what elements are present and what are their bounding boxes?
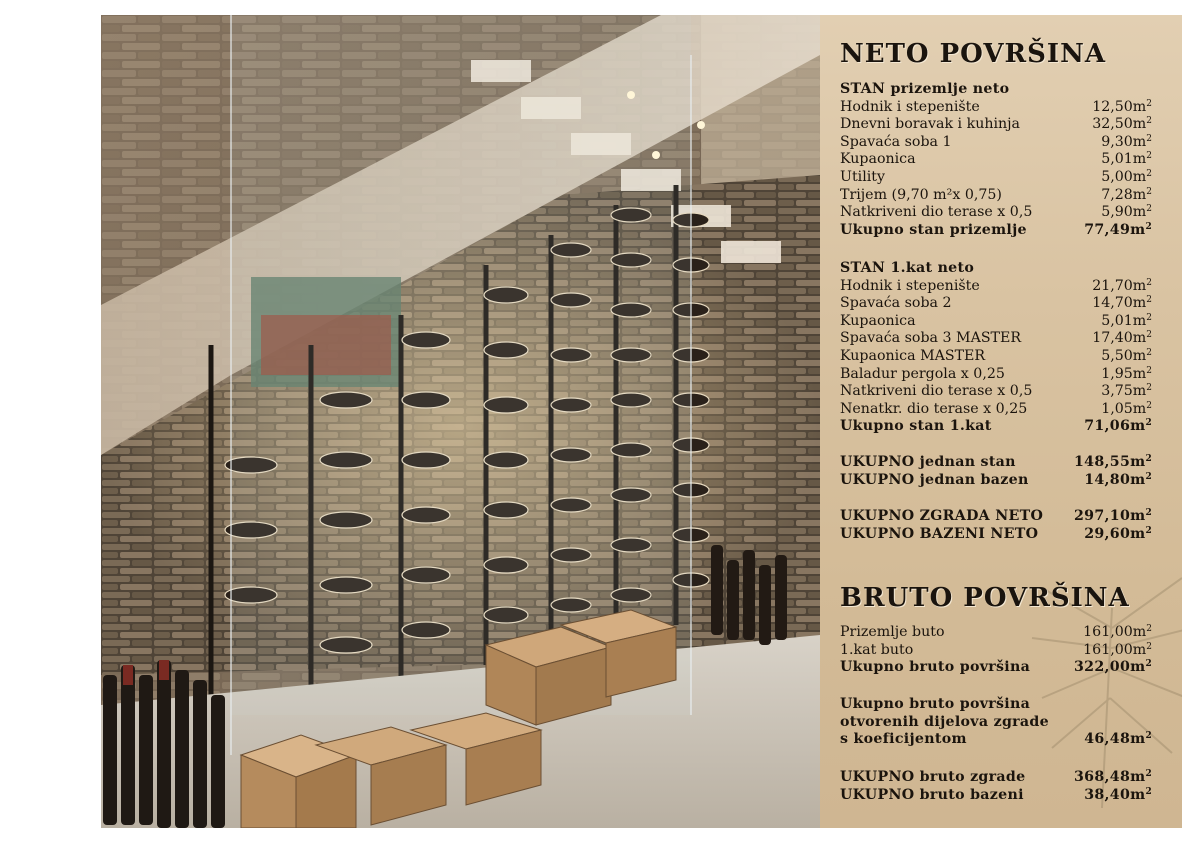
ground-room-row: Spavaća soba 1 $9,30m^2$ xyxy=(840,133,1152,150)
bruto-open-parts xyxy=(840,696,1160,749)
first-room-label: Kupaonica MASTER xyxy=(840,347,986,364)
first-room-value: 5,01m xyxy=(1101,312,1147,329)
ground-total-value: 77,49m xyxy=(1084,221,1146,238)
ground-floor-heading: STAN prizemlje neto xyxy=(840,81,1010,97)
first-room-row: Natkriveni dio terase x 0,5 $3,75m^2$ xyxy=(840,383,1152,400)
first-room-label: Hodnik i stepenište xyxy=(840,277,980,294)
first-room-value: 1,95m xyxy=(1101,365,1147,382)
first-room-value: 3,75m xyxy=(1101,383,1147,400)
first-room-value: 14,70m xyxy=(1092,295,1147,312)
ground-room-row: Natkriveni dio terase x 0,5 $5,90m^2$ xyxy=(840,204,1152,221)
ground-room-value: 32,50m xyxy=(1092,116,1147,133)
open-parts-line-2: otvorenih dijelova zgrade xyxy=(840,713,1049,730)
ground-room-label: Dnevni boravak i kuhinja xyxy=(840,116,1021,133)
bruto-floor-value: 161,00m xyxy=(1083,641,1147,658)
first-room-label: Spavaća soba 3 MASTER xyxy=(840,330,1022,347)
ground-room-label: Natkriveni dio terase x 0,5 xyxy=(840,204,1033,221)
bruto-floor-row: Prizemlje buto $161,00m^2$ xyxy=(840,624,1152,640)
unit-total-label: UKUPNO jednan bazen xyxy=(840,471,1029,488)
bruto-rows xyxy=(840,624,1160,659)
bruto-total-value: 322,00m xyxy=(1074,659,1146,676)
unit-total-value: 14,80m xyxy=(1084,471,1146,488)
first-floor-total: Ukupno stan 1.kat $71,06m^2$ xyxy=(840,418,1152,435)
unit-total-value: 148,55m xyxy=(1074,454,1146,470)
ground-room-label: Hodnik i stepenište xyxy=(840,98,980,115)
first-room-row: Nenatkr. dio terase x 0,25 $1,05m^2$ xyxy=(840,400,1152,417)
first-room-label: Baladur pergola x 0,25 xyxy=(840,365,1005,382)
bruto-floor-value: 161,00m xyxy=(1083,624,1147,640)
ground-room-value: 9,30m xyxy=(1101,133,1147,150)
bruto-final-value: 368,48m xyxy=(1074,769,1146,785)
building-total-row: UKUPNO ZGRADA NETO $297,10m^2$ xyxy=(840,508,1152,524)
unit-total-label: UKUPNO jednan stan xyxy=(840,454,1016,470)
first-floor-heading: STAN 1.kat neto xyxy=(840,260,975,276)
bruto-final-label: UKUPNO bruto bazeni xyxy=(840,786,1024,803)
open-parts-value: 46,48m xyxy=(1084,731,1146,748)
first-room-label: Kupaonica xyxy=(840,312,916,329)
first-room-value: 1,05m xyxy=(1101,400,1147,417)
ground-room-label: Kupaonica xyxy=(840,151,916,168)
building-total-row: UKUPNO BAZENI NETO $29,60m^2$ xyxy=(840,525,1152,542)
bruto-final-totals xyxy=(840,769,1160,804)
first-total-value: 71,06m xyxy=(1084,418,1146,435)
ground-floor-rows xyxy=(840,99,1160,222)
first-room-row: Hodnik i stepenište $21,70m^2$ xyxy=(840,277,1152,294)
first-room-row: Spavaća soba 3 MASTER $17,40m^2$ xyxy=(840,330,1152,347)
ground-room-row: Kupaonica $5,01m^2$ xyxy=(840,151,1152,168)
wine-cellar-photo xyxy=(101,15,820,828)
ground-floor-section xyxy=(840,81,1160,239)
building-total-value: 297,10m xyxy=(1074,508,1146,524)
ground-room-row: Hodnik i stepenište $12,50m^2$ xyxy=(840,98,1152,115)
first-room-row: Kupaonica MASTER $5,50m^2$ xyxy=(840,347,1152,364)
bruto-floor-label: Prizemlje buto xyxy=(840,624,945,640)
unit-total-row: UKUPNO jednan stan $148,55m^2$ xyxy=(840,454,1152,470)
bruto-floor-row: 1.kat buto $161,00m^2$ xyxy=(840,641,1152,658)
first-room-value: 21,70m xyxy=(1092,277,1147,294)
bruto-final-row: UKUPNO bruto zgrade $368,48m^2$ xyxy=(840,769,1152,785)
unit-totals xyxy=(840,454,1160,489)
bruto-floor-label: 1.kat buto xyxy=(840,641,914,658)
building-total-value: 29,60m xyxy=(1084,525,1146,542)
open-parts-line-1: Ukupno bruto površina xyxy=(840,696,1031,712)
unit-total-row: UKUPNO jednan bazen $14,80m^2$ xyxy=(840,471,1152,488)
bruto-final-row: UKUPNO bruto bazeni $38,40m^2$ xyxy=(840,786,1152,803)
first-room-label: Spavaća soba 2 xyxy=(840,295,952,312)
ground-room-value: 7,28m xyxy=(1101,186,1147,203)
bruto-area-title: BRUTO POVRŠINA xyxy=(840,583,1130,613)
first-room-value: 5,50m xyxy=(1101,347,1147,364)
ground-room-label: Utility xyxy=(840,168,885,185)
building-neto-totals xyxy=(840,508,1160,543)
ground-room-value: 5,90m xyxy=(1101,204,1147,221)
bruto-total: Ukupno bruto površina $322,00m^2$ xyxy=(840,659,1152,676)
bruto-total-label: Ukupno bruto površina xyxy=(840,659,1031,676)
first-floor-section xyxy=(840,260,1160,436)
first-room-value: 17,40m xyxy=(1092,330,1147,347)
first-room-row: Kupaonica $5,01m^2$ xyxy=(840,312,1152,329)
first-room-row: Spavaća soba 2 $14,70m^2$ xyxy=(840,295,1152,312)
building-total-label: UKUPNO ZGRADA NETO xyxy=(840,508,1044,524)
ground-room-row: Utility $5,00m^2$ xyxy=(840,168,1152,185)
ground-total-label: Ukupno stan prizemlje xyxy=(840,221,1027,238)
first-room-label: Natkriveni dio terase x 0,5 xyxy=(840,383,1033,400)
ground-room-value: 5,00m xyxy=(1101,168,1147,185)
ground-floor-total: Ukupno stan prizemlje $77,49m^2$ xyxy=(840,221,1152,238)
first-total-label: Ukupno stan 1.kat xyxy=(840,418,992,435)
first-floor-rows xyxy=(840,278,1160,419)
ground-room-row: Trijem (9,70 m²x 0,75) $7,28m^2$ xyxy=(840,186,1152,203)
open-parts-line-3: s koeficijentom xyxy=(840,731,967,748)
bruto-section xyxy=(840,624,1160,677)
neto-area-title: NETO POVRŠINA xyxy=(840,39,1107,69)
first-room-row: Baladur pergola x 0,25 $1,95m^2$ xyxy=(840,365,1152,382)
ground-room-label: Trijem (9,70 m²x 0,75) xyxy=(840,186,1002,203)
ground-room-value: 12,50m xyxy=(1092,98,1147,115)
ground-room-value: 5,01m xyxy=(1101,151,1147,168)
bruto-final-label: UKUPNO bruto zgrade xyxy=(840,769,1026,785)
area-info-panel xyxy=(820,15,1182,828)
ground-room-label: Spavaća soba 1 xyxy=(840,133,952,150)
bruto-final-value: 38,40m xyxy=(1084,786,1146,803)
ground-room-row: Dnevni boravak i kuhinja $32,50m^2$ xyxy=(840,116,1152,133)
first-room-label: Nenatkr. dio terase x 0,25 xyxy=(840,400,1028,417)
building-total-label: UKUPNO BAZENI NETO xyxy=(840,525,1039,542)
open-parts-row: s koeficijentom $46,48m^2$ xyxy=(840,731,1152,748)
